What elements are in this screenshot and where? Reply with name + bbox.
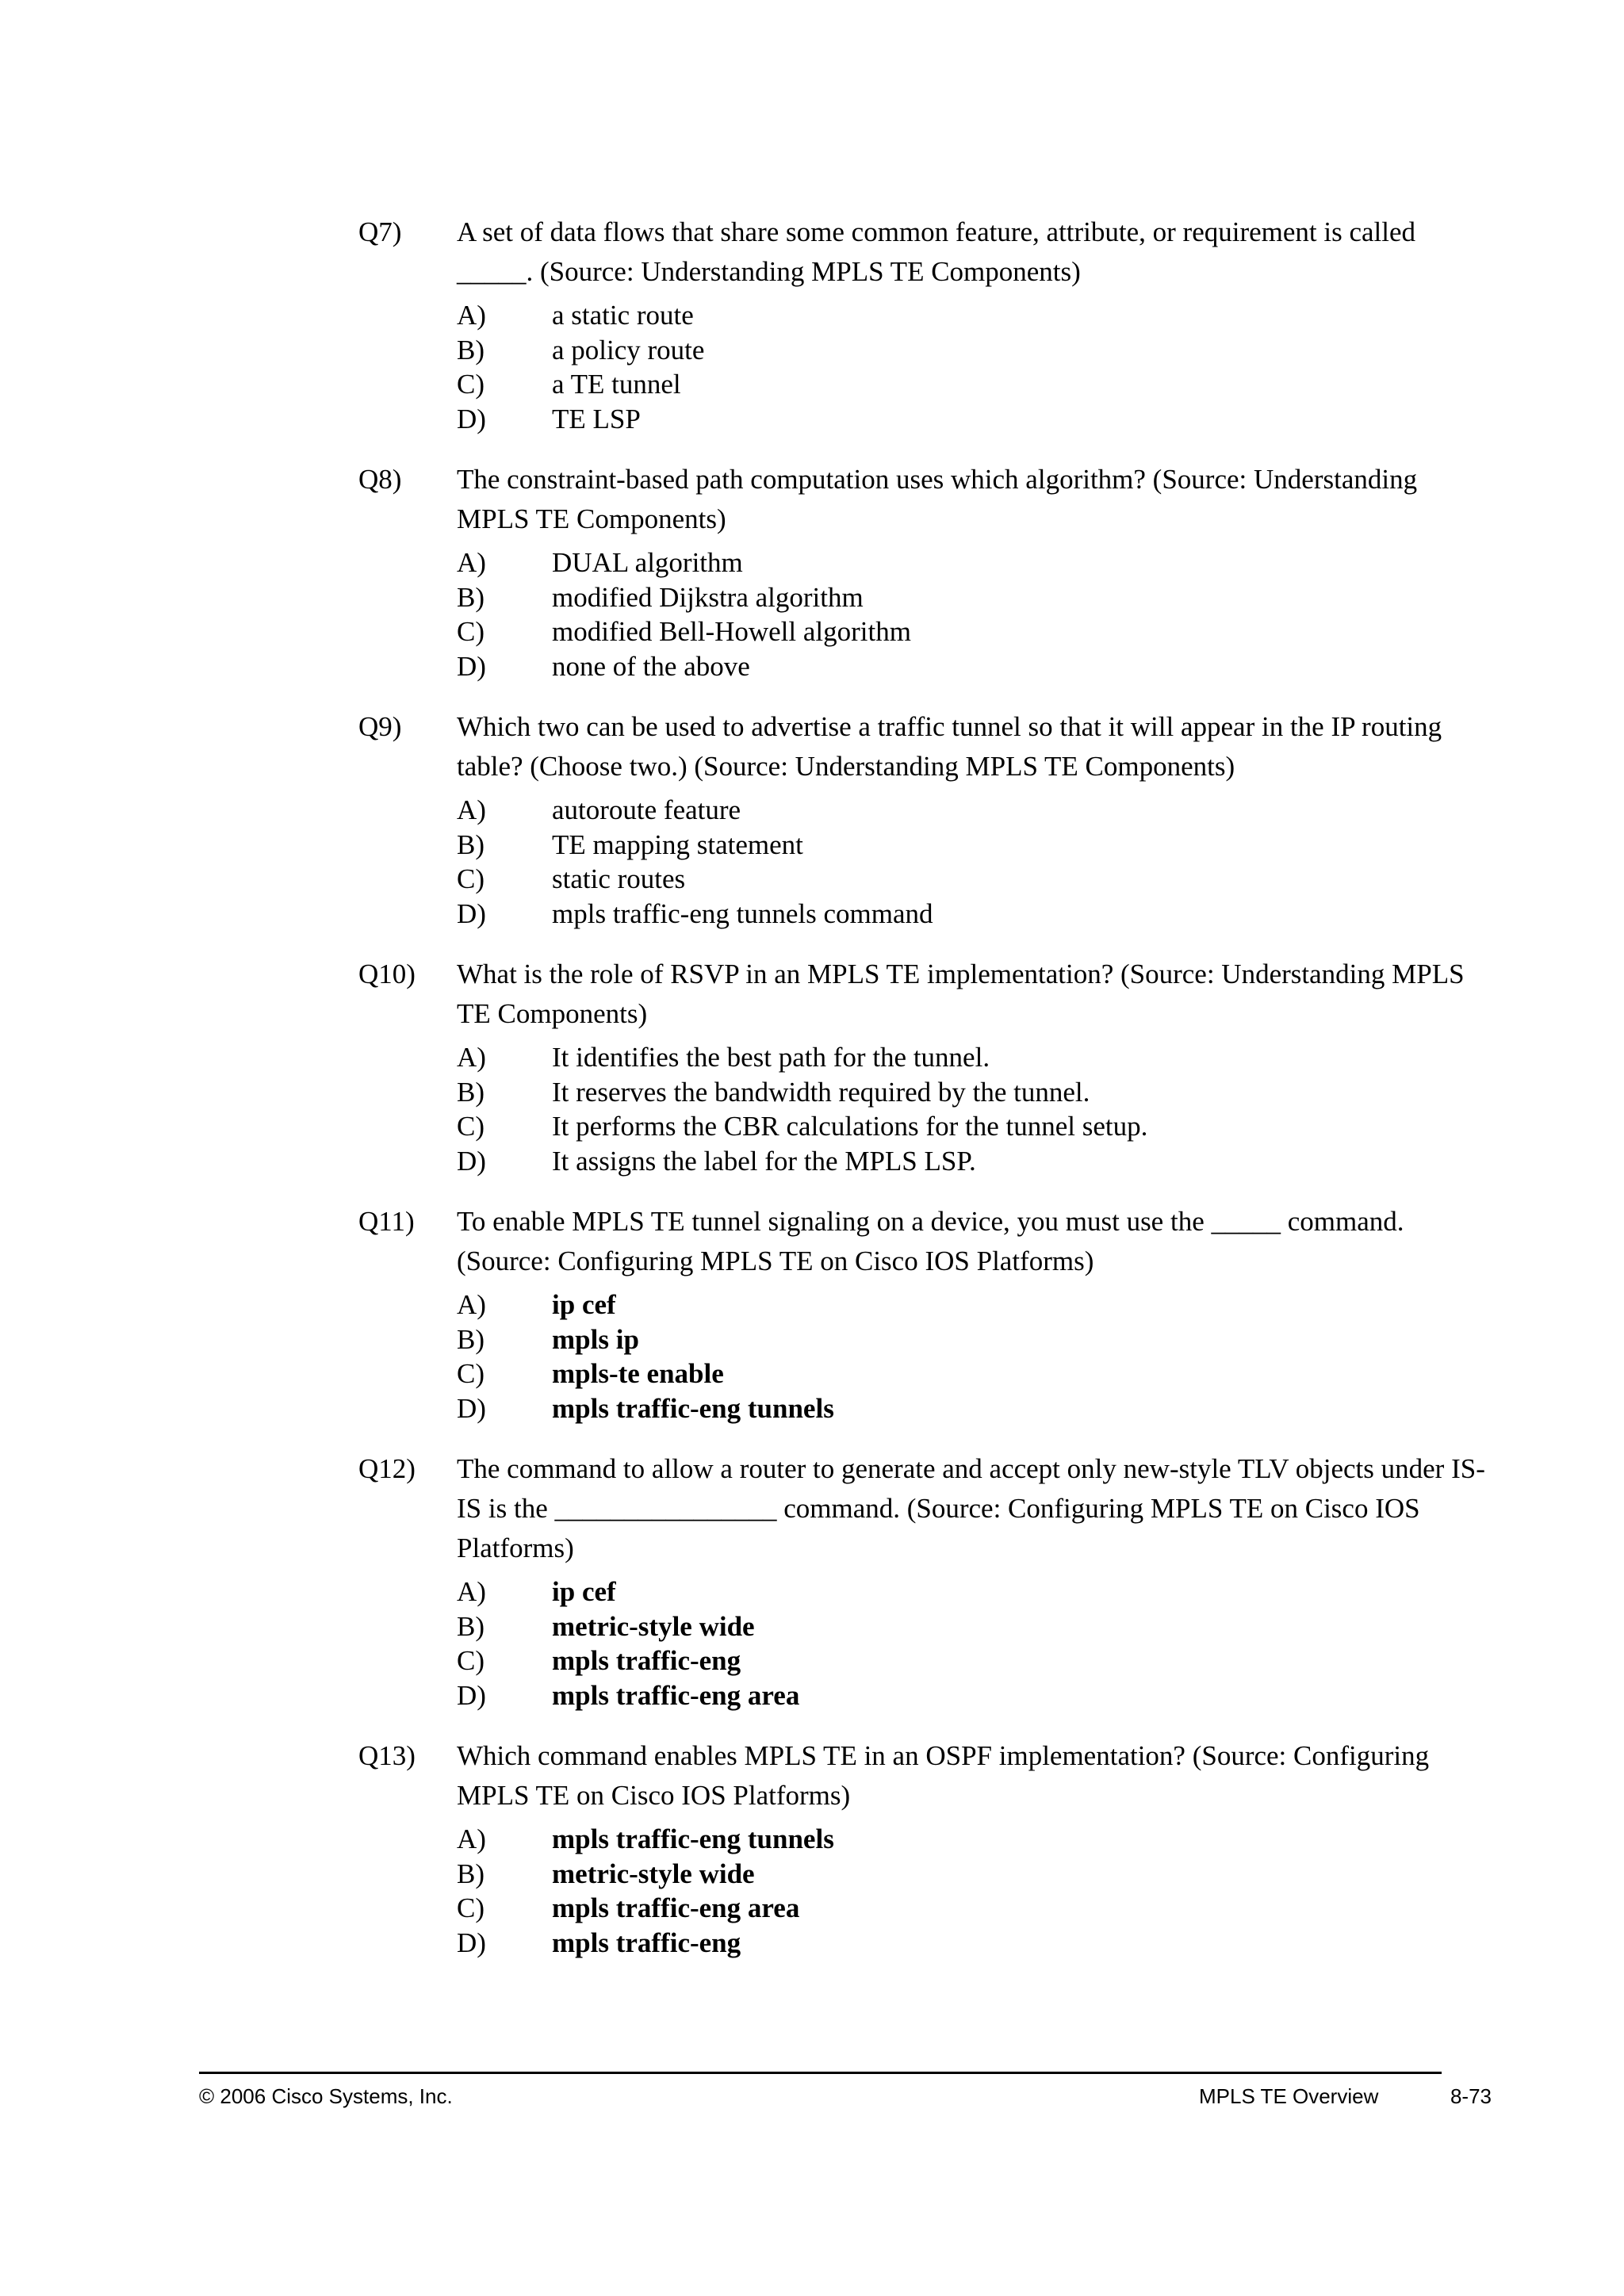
answer-letter: C) [457,1892,485,1923]
answer-text: It identifies the best path for the tunnel. [552,1042,990,1073]
answer-letter: C) [457,369,485,400]
footer-page-number: 8-73 [1450,2084,1492,2108]
question-text: A set of data flows that share some common feature, attribute, or requirement is called _____. (Source: Understanding MPLS TE Components) [457,216,1416,287]
question-q9 [358,707,1492,931]
answer-letter: A) [457,1042,486,1073]
question-q12 [358,1449,1492,1712]
answer-option [457,1109,1492,1144]
answer-option [457,828,1492,863]
question-text: The command to allow a router to generate and accept only new-style TLV objects under IS-IS is the ________________ command. (Source: Configuring MPLS TE on Cisco IOS Platforms) [457,1453,1485,1563]
answer-letter: D) [457,897,486,929]
answer-letter: A) [457,300,486,331]
answer-list [457,1575,1492,1712]
answer-letter: A) [457,1576,486,1607]
answer-option [457,402,1492,437]
answer-text: mpls traffic-eng tunnels [552,1823,834,1854]
answer-letter: C) [457,863,485,894]
question-text: The constraint-based path computation uses which algorithm? (Source: Understanding MPLS TE Components) [457,464,1418,534]
answer-option [457,1357,1492,1391]
answer-option [457,545,1492,580]
question-q13 [358,1736,1492,1960]
answer-letter: B) [457,1858,485,1889]
answer-letter: B) [457,1076,485,1108]
footer-section-title: MPLS TE Overview [1199,2084,1379,2108]
answer-text: mpls ip [552,1323,639,1355]
answer-text: modified Dijkstra algorithm [552,581,864,613]
question-header [358,1736,1492,1816]
answer-text: It reserves the bandwidth required by the tunnel. [552,1076,1090,1108]
footer-copyright: © 2006 Cisco Systems, Inc. [199,2084,453,2108]
answer-text: metric-style wide [552,1610,755,1642]
answer-text: mpls-te enable [552,1358,724,1389]
question-q7 [358,212,1492,436]
answer-option [457,862,1492,897]
question-text: What is the role of RSVP in an MPLS TE implementation? (Source: Understanding MPLS TE Components) [457,959,1465,1029]
answer-option [457,1075,1492,1110]
answer-letter: C) [457,616,485,647]
answer-text: a static route [552,300,694,331]
answer-option [457,1288,1492,1322]
answer-option [457,298,1492,333]
answer-option [457,1391,1492,1426]
answer-option [457,1040,1492,1075]
answer-option [457,1822,1492,1857]
answer-list [457,1288,1492,1425]
question-number: Q7) [358,216,402,247]
answer-text: TE LSP [552,403,641,434]
answer-option [457,793,1492,828]
answer-letter: A) [457,1289,486,1320]
answer-letter: C) [457,1358,485,1389]
answer-letter: C) [457,1111,485,1142]
question-text: Which two can be used to advertise a traffic tunnel so that it will appear in the IP routing table? (Choose two.) (Source: Understanding MPLS TE Components) [457,711,1442,782]
question-q8 [358,460,1492,683]
answer-list [457,1822,1492,1960]
answer-option [457,1857,1492,1892]
answer-text: mpls traffic-eng tunnels command [552,897,933,929]
answer-text: It assigns the label for the MPLS LSP. [552,1145,976,1177]
answer-list [457,545,1492,683]
answer-option [457,1609,1492,1644]
answer-letter: D) [457,403,486,434]
question-header [358,212,1492,292]
answer-letter: B) [457,828,485,860]
question-number: Q8) [358,464,402,495]
answer-letter: D) [457,1679,486,1711]
answer-list [457,793,1492,931]
answer-letter: C) [457,1645,485,1676]
answer-option [457,1678,1492,1713]
answer-text: static routes [552,863,686,894]
page-footer [199,2080,1492,2112]
answer-text: mpls traffic-eng [552,1645,741,1676]
answer-text: mpls traffic-eng area [552,1892,800,1923]
answer-option [457,614,1492,649]
question-header [358,460,1492,539]
answer-letter: B) [457,334,485,365]
answer-option [457,1891,1492,1926]
answer-text: mpls traffic-eng tunnels [552,1392,834,1424]
answer-option [457,649,1492,684]
question-number: Q10) [358,959,416,989]
question-header [358,1202,1492,1281]
question-header [358,955,1492,1034]
answer-list [457,298,1492,436]
answer-text: none of the above [552,650,750,682]
answer-letter: B) [457,1610,485,1642]
answer-text: DUAL algorithm [552,547,743,578]
footer-divider [199,2072,1442,2074]
answer-text: modified Bell-Howell algorithm [552,616,911,647]
answer-letter: D) [457,1145,486,1177]
question-q11 [358,1202,1492,1425]
answer-option [457,1144,1492,1179]
answer-text: ip cef [552,1289,616,1320]
answer-option [457,367,1492,402]
answer-option [457,1322,1492,1357]
answer-text: mpls traffic-eng area [552,1679,800,1711]
answer-text: metric-style wide [552,1858,755,1889]
question-number: Q9) [358,711,402,742]
answer-option [457,1644,1492,1678]
answer-text: a TE tunnel [552,369,681,400]
answer-option [457,1926,1492,1961]
answer-letter: D) [457,1392,486,1424]
answer-letter: B) [457,1323,485,1355]
answer-text: autoroute feature [552,794,741,825]
answer-text: TE mapping statement [552,828,803,860]
question-number: Q11) [358,1206,415,1237]
question-text: Which command enables MPLS TE in an OSPF implementation? (Source: Configuring MPLS TE on Cisco IOS Platforms) [457,1740,1430,1811]
answer-text: a policy route [552,334,705,365]
answer-letter: A) [457,794,486,825]
question-header [358,1449,1492,1568]
answer-letter: A) [457,547,486,578]
answer-text: It performs the CBR calculations for the tunnel setup. [552,1111,1148,1142]
answer-option [457,333,1492,368]
answer-text: mpls traffic-eng [552,1927,741,1958]
answer-list [457,1040,1492,1178]
answer-text: ip cef [552,1576,616,1607]
question-q10 [358,955,1492,1178]
question-text: To enable MPLS TE tunnel signaling on a device, you must use the _____ command. (Source: Configuring MPLS TE on Cisco IOS Platforms) [457,1206,1404,1276]
question-list [358,212,1492,1984]
question-number: Q13) [358,1740,416,1771]
answer-letter: B) [457,581,485,613]
question-header [358,707,1492,786]
answer-option [457,1575,1492,1609]
answer-option [457,897,1492,932]
answer-letter: A) [457,1823,486,1854]
answer-option [457,580,1492,615]
question-number: Q12) [358,1453,416,1484]
answer-letter: D) [457,650,486,682]
answer-letter: D) [457,1927,486,1958]
